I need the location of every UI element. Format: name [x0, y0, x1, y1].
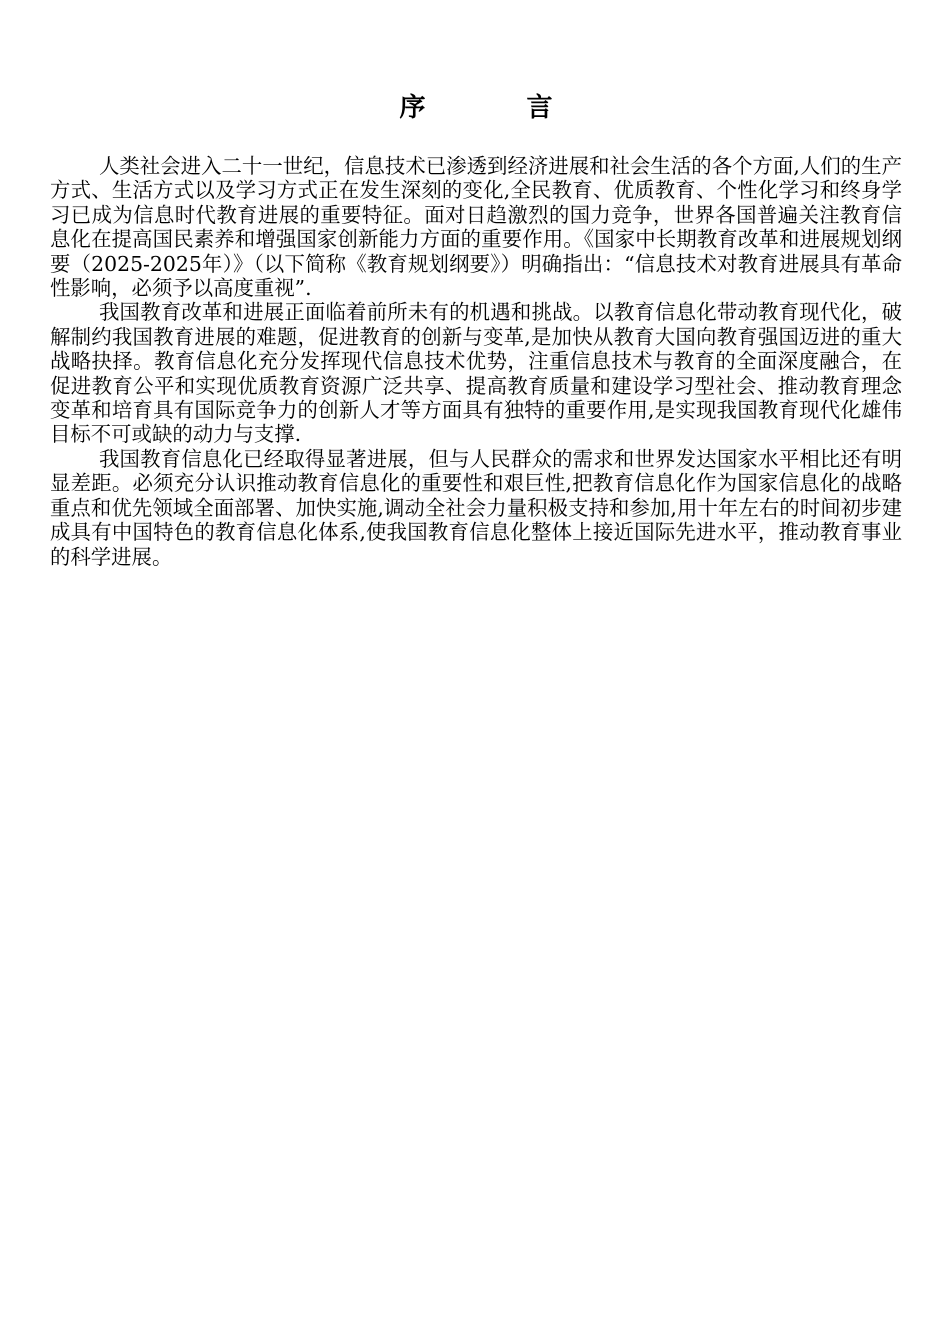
page-title: 序 言	[399, 93, 599, 123]
paragraph-3: 我国教育信息化已经取得显著进展，但与人民群众的需求和世界发达国家水平相比还有明显差距。必须充分认识推动教育信息化的重要性和艰巨性,把教育信息化作为国家信息化的战略重点和优先领域全面部署、加快实施,调动全社会力量积极支持和参加,用十年左右的时间初步建成具有中国特色的教育信息化体系,使我国教育信息化整体上接近国际先进水平，推动教育事业的科学进展。	[50, 446, 902, 569]
body-text	[50, 154, 902, 569]
paragraph-2: 我国教育改革和进展正面临着前所未有的机遇和挑战。以教育信息化带动教育现代化，破解制约我国教育进展的难题，促进教育的创新与变革,是加快从教育大国向教育强国迈进的重大战略抉择。教育信息化充分发挥现代信息技术优势，注重信息技术与教育的全面深度融合，在促进教育公平和实现优质教育资源广泛共享、提高教育质量和建设学习型社会、推动教育理念变革和培育具有国际竞争力的创新人才等方面具有独特的重要作用,是实现我国教育现代化雄伟目标不可或缺的动力与支撑.	[50, 300, 902, 447]
paragraph-1: 人类社会进入二十一世纪，信息技术已渗透到经济进展和社会生活的各个方面,人们的生产方式、生活方式以及学习方式正在发生深刻的变化,全民教育、优质教育、个性化学习和终身学习已成为信息时代教育进展的重要特征。面对日趋激烈的国力竞争，世界各国普遍关注教育信息化在提高国民素养和增强国家创新能力方面的重要作用。《国家中长期教育改革和进展规划纲要（2025-2025年）》（以下简称《教育规划纲要》）明确指出：“信息技术对教育进展具有革命性影响，必须予以高度重视”.	[50, 154, 902, 301]
document-page	[50, 88, 902, 569]
